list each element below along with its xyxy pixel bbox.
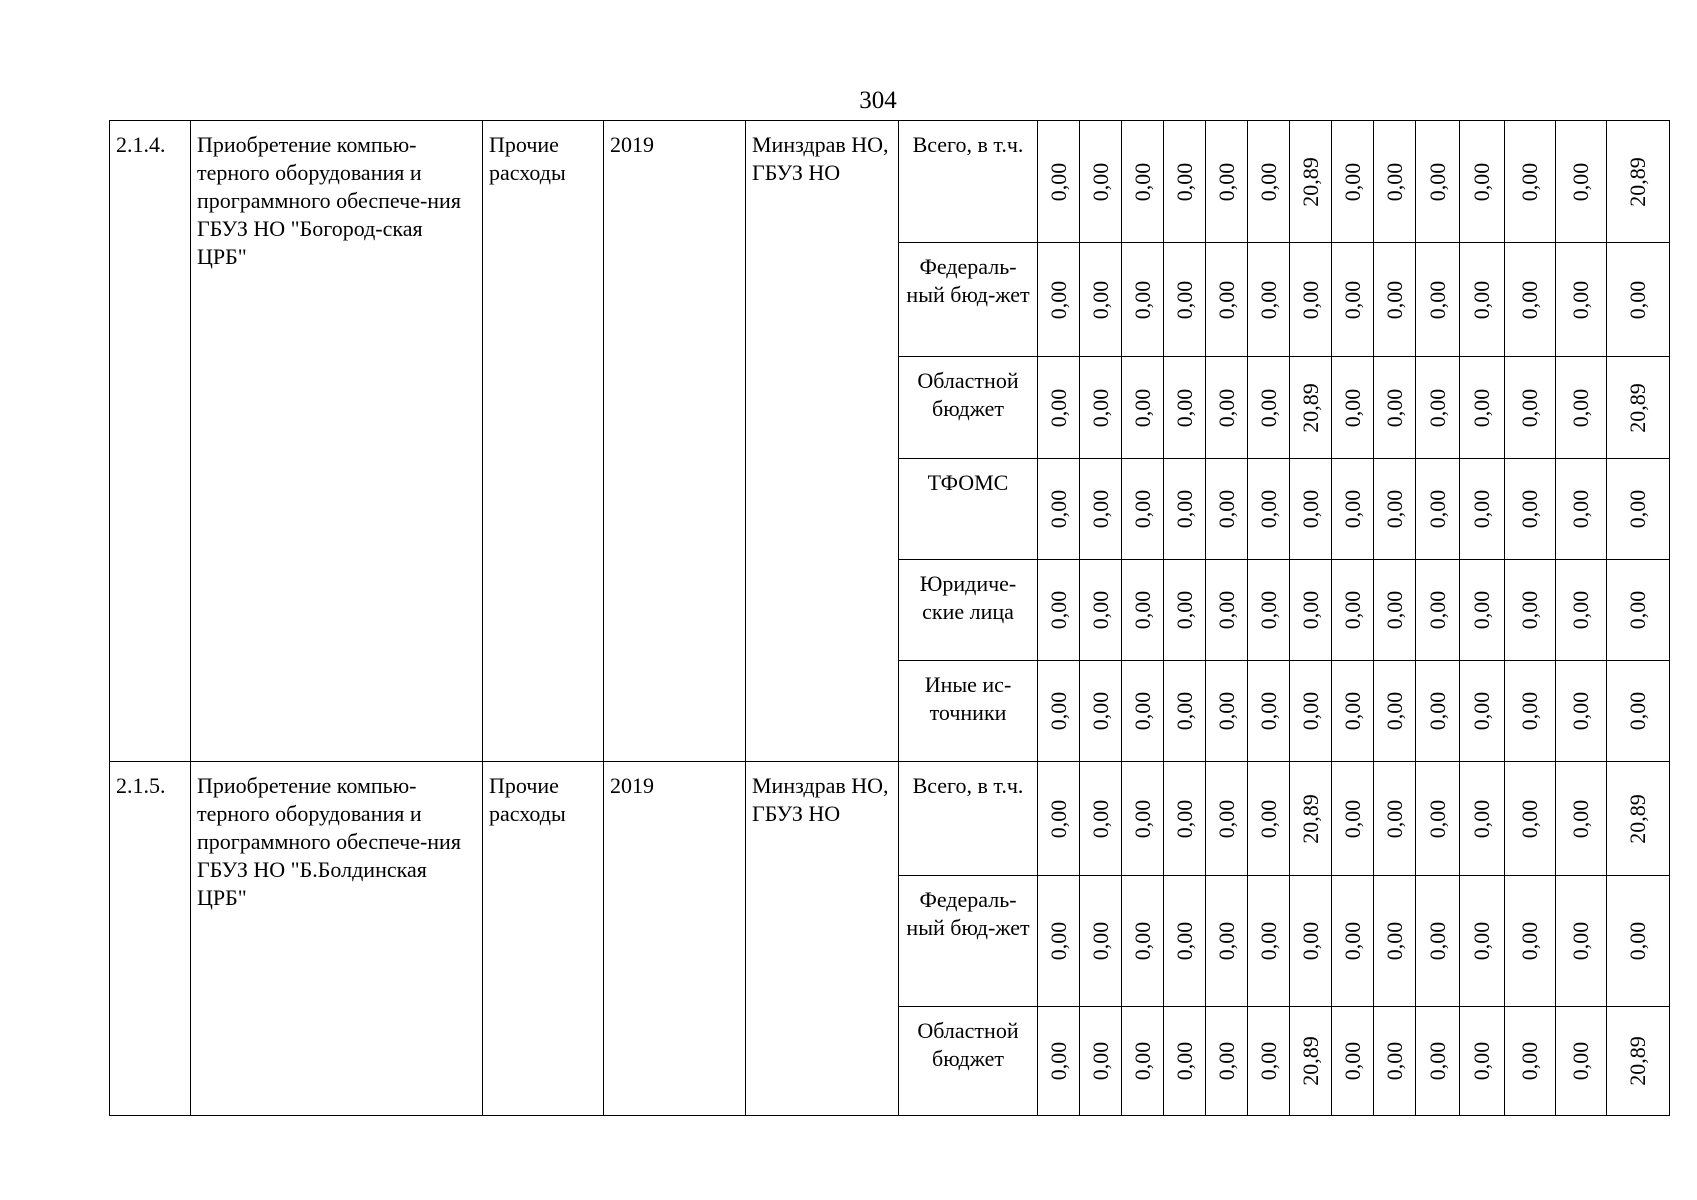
value-text: 0,00 xyxy=(1469,489,1494,529)
value-cell xyxy=(1290,560,1332,661)
value-text: 20,89 xyxy=(1297,382,1323,433)
value-cell xyxy=(1416,121,1460,243)
value-text: 0,00 xyxy=(1625,280,1650,319)
value-text: 0,00 xyxy=(1424,1041,1450,1081)
value-text: 20,89 xyxy=(1297,156,1323,207)
value-text: 0,00 xyxy=(1171,799,1197,838)
value-text: 0,00 xyxy=(1469,799,1494,838)
value-cell xyxy=(1122,459,1164,560)
value-cell xyxy=(1290,459,1332,560)
value-text: 0,00 xyxy=(1129,162,1155,201)
value-cell xyxy=(1122,121,1164,243)
value-text: 0,00 xyxy=(1339,162,1365,201)
value-cell xyxy=(1206,357,1248,459)
value-text: 0,00 xyxy=(1213,799,1239,838)
value-text: 0,00 xyxy=(1381,691,1407,731)
value-cell xyxy=(1164,1007,1206,1116)
expense-type: Прочие расходы xyxy=(483,121,604,762)
value-cell xyxy=(1607,357,1670,459)
value-text: 0,00 xyxy=(1129,489,1155,529)
value-cell xyxy=(1248,121,1290,243)
value-text: 0,00 xyxy=(1255,691,1281,731)
item-name: Приобретение компью-терного оборудования и программного обеспече-ния ГБУЗ НО "Богород-ская ЦРБ" xyxy=(191,121,483,762)
value-cell xyxy=(1206,121,1248,243)
value-text: 0,00 xyxy=(1087,388,1113,427)
value-cell xyxy=(1080,661,1122,762)
value-text: 20,89 xyxy=(1297,1036,1323,1086)
value-text: 0,00 xyxy=(1381,590,1407,630)
value-cell xyxy=(1206,876,1248,1007)
value-text: 0,00 xyxy=(1625,590,1650,630)
value-text: 0,00 xyxy=(1255,280,1281,319)
value-text: 0,00 xyxy=(1469,921,1494,961)
budget-table xyxy=(109,120,1670,1116)
value-cell xyxy=(1607,121,1670,243)
value-text: 0,00 xyxy=(1087,590,1113,630)
value-cell xyxy=(1122,762,1164,876)
value-text: 0,00 xyxy=(1255,388,1281,427)
value-cell xyxy=(1416,762,1460,876)
value-text: 0,00 xyxy=(1469,691,1494,731)
value-text: 0,00 xyxy=(1171,1041,1197,1081)
value-text: 0,00 xyxy=(1339,489,1365,529)
value-cell xyxy=(1080,357,1122,459)
value-text: 0,00 xyxy=(1568,799,1593,838)
value-text: 0,00 xyxy=(1045,799,1071,838)
value-cell xyxy=(1607,560,1670,661)
value-cell xyxy=(1505,121,1556,243)
value-text: 0,00 xyxy=(1171,280,1197,319)
value-cell xyxy=(1080,762,1122,876)
value-cell xyxy=(1164,876,1206,1007)
value-text: 0,00 xyxy=(1045,691,1071,731)
value-cell xyxy=(1290,661,1332,762)
value-cell xyxy=(1248,1007,1290,1116)
value-cell xyxy=(1607,876,1670,1007)
value-text: 0,00 xyxy=(1045,388,1071,427)
value-cell xyxy=(1332,121,1374,243)
value-cell xyxy=(1038,762,1080,876)
value-text: 0,00 xyxy=(1297,691,1323,731)
value-cell xyxy=(1290,357,1332,459)
value-cell xyxy=(1164,560,1206,661)
value-text: 0,00 xyxy=(1424,590,1450,630)
value-text: 0,00 xyxy=(1339,921,1365,961)
value-cell xyxy=(1460,560,1505,661)
value-cell xyxy=(1122,357,1164,459)
value-cell xyxy=(1332,661,1374,762)
value-text: 0,00 xyxy=(1568,590,1593,630)
value-text: 0,00 xyxy=(1255,799,1281,838)
value-cell xyxy=(1206,1007,1248,1116)
value-cell xyxy=(1038,876,1080,1007)
value-text: 0,00 xyxy=(1045,489,1071,529)
value-text: 0,00 xyxy=(1129,388,1155,427)
value-text: 0,00 xyxy=(1517,280,1542,319)
value-text: 0,00 xyxy=(1297,280,1323,319)
value-cell xyxy=(1556,459,1607,560)
value-cell xyxy=(1460,243,1505,357)
value-cell xyxy=(1164,243,1206,357)
item-executor: Минздрав НО, ГБУЗ НО xyxy=(746,121,899,762)
value-cell xyxy=(1416,459,1460,560)
value-cell xyxy=(1374,560,1416,661)
value-cell xyxy=(1556,357,1607,459)
value-cell xyxy=(1556,243,1607,357)
value-text: 0,00 xyxy=(1045,590,1071,630)
value-text: 0,00 xyxy=(1339,280,1365,319)
value-cell xyxy=(1332,876,1374,1007)
value-cell xyxy=(1416,357,1460,459)
value-cell xyxy=(1122,876,1164,1007)
value-cell xyxy=(1038,121,1080,243)
value-text: 0,00 xyxy=(1469,590,1494,630)
value-text: 0,00 xyxy=(1297,489,1323,529)
item-executor: Минздрав НО, ГБУЗ НО xyxy=(746,762,899,1116)
value-cell xyxy=(1505,243,1556,357)
value-text: 20,89 xyxy=(1625,382,1650,433)
value-text: 0,00 xyxy=(1424,799,1450,838)
value-text: 0,00 xyxy=(1424,388,1450,427)
value-cell xyxy=(1038,560,1080,661)
value-cell xyxy=(1556,762,1607,876)
value-cell xyxy=(1080,1007,1122,1116)
value-cell xyxy=(1416,661,1460,762)
value-text: 0,00 xyxy=(1087,691,1113,731)
value-text: 0,00 xyxy=(1171,388,1197,427)
value-cell xyxy=(1164,459,1206,560)
value-text: 0,00 xyxy=(1517,799,1542,838)
value-text: 0,00 xyxy=(1129,590,1155,630)
value-cell xyxy=(1164,121,1206,243)
value-cell xyxy=(1290,243,1332,357)
value-text: 0,00 xyxy=(1517,590,1542,630)
value-text: 0,00 xyxy=(1381,489,1407,529)
value-text: 0,00 xyxy=(1045,162,1071,201)
value-cell xyxy=(1122,1007,1164,1116)
value-cell xyxy=(1607,661,1670,762)
value-text: 0,00 xyxy=(1469,1041,1494,1081)
value-text: 0,00 xyxy=(1213,489,1239,529)
value-text: 0,00 xyxy=(1568,280,1593,319)
value-text: 0,00 xyxy=(1255,489,1281,529)
value-cell xyxy=(1460,357,1505,459)
value-cell xyxy=(1374,661,1416,762)
value-cell xyxy=(1290,1007,1332,1116)
value-cell xyxy=(1505,1007,1556,1116)
value-cell xyxy=(1164,762,1206,876)
value-text: 0,00 xyxy=(1517,691,1542,731)
value-text: 0,00 xyxy=(1517,921,1542,961)
value-text: 0,00 xyxy=(1129,691,1155,731)
funding-source-label: Областной бюджет xyxy=(899,357,1038,459)
value-cell xyxy=(1248,243,1290,357)
value-cell xyxy=(1080,876,1122,1007)
value-cell xyxy=(1556,121,1607,243)
value-text: 0,00 xyxy=(1213,1041,1239,1081)
value-text: 0,00 xyxy=(1568,921,1593,961)
value-cell xyxy=(1374,357,1416,459)
value-text: 0,00 xyxy=(1171,921,1197,961)
value-text: 0,00 xyxy=(1568,1041,1593,1081)
value-text: 0,00 xyxy=(1568,691,1593,731)
value-text: 0,00 xyxy=(1087,799,1113,838)
funding-source-label: Иные ис-точники xyxy=(899,661,1038,762)
value-cell xyxy=(1374,1007,1416,1116)
value-cell xyxy=(1122,243,1164,357)
value-cell xyxy=(1460,876,1505,1007)
value-cell xyxy=(1556,560,1607,661)
value-cell xyxy=(1248,762,1290,876)
value-text: 0,00 xyxy=(1339,590,1365,630)
item-year: 2019 xyxy=(604,762,746,1116)
value-cell xyxy=(1206,243,1248,357)
value-cell xyxy=(1122,661,1164,762)
value-cell xyxy=(1332,357,1374,459)
value-cell xyxy=(1248,560,1290,661)
value-cell xyxy=(1505,762,1556,876)
value-text: 0,00 xyxy=(1625,921,1650,961)
value-cell xyxy=(1080,121,1122,243)
value-text: 0,00 xyxy=(1129,921,1155,961)
value-text: 20,89 xyxy=(1625,156,1650,207)
value-text: 20,89 xyxy=(1625,793,1650,844)
value-text: 0,00 xyxy=(1087,1041,1113,1081)
value-cell xyxy=(1460,661,1505,762)
value-cell xyxy=(1332,459,1374,560)
value-cell xyxy=(1206,560,1248,661)
value-text: 0,00 xyxy=(1381,388,1407,427)
value-text: 0,00 xyxy=(1424,691,1450,731)
value-cell xyxy=(1460,1007,1505,1116)
value-text: 0,00 xyxy=(1469,162,1494,201)
value-text: 0,00 xyxy=(1381,799,1407,838)
value-cell xyxy=(1164,661,1206,762)
value-cell xyxy=(1607,459,1670,560)
value-cell xyxy=(1607,243,1670,357)
funding-source-label: Всего, в т.ч. xyxy=(899,121,1038,243)
value-text: 0,00 xyxy=(1469,280,1494,319)
item-code: 2.1.4. xyxy=(110,121,191,762)
value-text: 0,00 xyxy=(1517,1041,1542,1081)
value-text: 0,00 xyxy=(1517,489,1542,529)
value-text: 0,00 xyxy=(1045,280,1071,319)
value-text: 0,00 xyxy=(1129,799,1155,838)
value-cell xyxy=(1248,876,1290,1007)
value-cell xyxy=(1374,876,1416,1007)
value-cell xyxy=(1290,876,1332,1007)
value-cell xyxy=(1290,762,1332,876)
value-cell xyxy=(1460,459,1505,560)
value-cell xyxy=(1505,876,1556,1007)
value-text: 0,00 xyxy=(1213,691,1239,731)
value-text: 0,00 xyxy=(1568,388,1593,427)
funding-source-label: Федераль-ный бюд-жет xyxy=(899,876,1038,1007)
value-cell xyxy=(1374,121,1416,243)
value-text: 0,00 xyxy=(1255,921,1281,961)
value-text: 0,00 xyxy=(1381,162,1407,201)
value-text: 0,00 xyxy=(1339,691,1365,731)
value-cell xyxy=(1038,661,1080,762)
value-cell xyxy=(1416,1007,1460,1116)
value-text: 0,00 xyxy=(1297,921,1323,961)
value-text: 0,00 xyxy=(1517,388,1542,427)
value-cell xyxy=(1505,661,1556,762)
value-text: 0,00 xyxy=(1129,1041,1155,1081)
value-cell xyxy=(1164,357,1206,459)
value-text: 0,00 xyxy=(1171,691,1197,731)
value-cell xyxy=(1248,661,1290,762)
value-cell xyxy=(1374,762,1416,876)
item-code: 2.1.5. xyxy=(110,762,191,1116)
value-text: 0,00 xyxy=(1339,799,1365,838)
value-text: 0,00 xyxy=(1625,691,1650,731)
value-cell xyxy=(1416,876,1460,1007)
value-text: 0,00 xyxy=(1517,162,1542,201)
item-year: 2019 xyxy=(604,121,746,762)
value-text: 0,00 xyxy=(1171,489,1197,529)
value-text: 0,00 xyxy=(1171,590,1197,630)
value-cell xyxy=(1416,243,1460,357)
value-text: 0,00 xyxy=(1087,489,1113,529)
funding-source-label: Федераль-ный бюд-жет xyxy=(899,243,1038,357)
value-text: 0,00 xyxy=(1297,590,1323,630)
value-cell xyxy=(1505,459,1556,560)
value-text: 0,00 xyxy=(1255,162,1281,201)
value-text: 0,00 xyxy=(1255,590,1281,630)
value-text: 0,00 xyxy=(1171,162,1197,201)
value-text: 0,00 xyxy=(1424,921,1450,961)
funding-source-label: Всего, в т.ч. xyxy=(899,762,1038,876)
table-row xyxy=(110,121,1670,243)
value-text: 0,00 xyxy=(1568,489,1593,529)
value-text: 0,00 xyxy=(1213,388,1239,427)
value-cell xyxy=(1556,876,1607,1007)
value-text: 0,00 xyxy=(1129,280,1155,319)
value-cell xyxy=(1038,243,1080,357)
value-text: 0,00 xyxy=(1213,590,1239,630)
value-text: 0,00 xyxy=(1381,280,1407,319)
value-cell xyxy=(1607,1007,1670,1116)
value-text: 0,00 xyxy=(1381,1041,1407,1081)
value-cell xyxy=(1332,560,1374,661)
value-cell xyxy=(1038,459,1080,560)
value-text: 0,00 xyxy=(1087,921,1113,961)
value-text: 20,89 xyxy=(1625,1036,1650,1086)
value-cell xyxy=(1607,762,1670,876)
value-cell xyxy=(1505,357,1556,459)
value-cell xyxy=(1374,243,1416,357)
item-name: Приобретение компью-терного оборудования и программного обеспече-ния ГБУЗ НО "Б.Болдинская ЦРБ" xyxy=(191,762,483,1116)
funding-source-label: Юридиче-ские лица xyxy=(899,560,1038,661)
value-cell xyxy=(1505,560,1556,661)
value-text: 0,00 xyxy=(1339,388,1365,427)
value-cell xyxy=(1248,459,1290,560)
value-cell xyxy=(1460,121,1505,243)
page-number: 304 xyxy=(859,87,897,114)
value-text: 0,00 xyxy=(1568,162,1593,201)
value-cell xyxy=(1206,661,1248,762)
value-cell xyxy=(1038,1007,1080,1116)
value-text: 0,00 xyxy=(1213,280,1239,319)
value-text: 0,00 xyxy=(1424,280,1450,319)
value-cell xyxy=(1038,357,1080,459)
value-text: 0,00 xyxy=(1424,489,1450,529)
value-cell xyxy=(1460,762,1505,876)
value-text: 0,00 xyxy=(1213,921,1239,961)
value-cell xyxy=(1374,459,1416,560)
funding-source-label: ТФОМС xyxy=(899,459,1038,560)
value-text: 20,89 xyxy=(1297,793,1323,844)
value-cell xyxy=(1122,560,1164,661)
expense-type: Прочие расходы xyxy=(483,762,604,1116)
value-text: 0,00 xyxy=(1045,1041,1071,1081)
value-cell xyxy=(1556,1007,1607,1116)
value-text: 0,00 xyxy=(1339,1041,1365,1081)
value-text: 0,00 xyxy=(1087,280,1113,319)
value-cell xyxy=(1080,459,1122,560)
value-cell xyxy=(1080,560,1122,661)
funding-source-label: Областной бюджет xyxy=(899,1007,1038,1116)
value-cell xyxy=(1248,357,1290,459)
value-text: 0,00 xyxy=(1045,921,1071,961)
value-cell xyxy=(1332,762,1374,876)
value-text: 0,00 xyxy=(1625,489,1650,529)
value-text: 0,00 xyxy=(1087,162,1113,201)
value-cell xyxy=(1416,560,1460,661)
table-body xyxy=(110,121,1670,1116)
value-cell xyxy=(1332,1007,1374,1116)
value-text: 0,00 xyxy=(1424,162,1450,201)
value-text: 0,00 xyxy=(1213,162,1239,201)
table-row xyxy=(110,762,1670,876)
value-cell xyxy=(1206,459,1248,560)
value-text: 0,00 xyxy=(1255,1041,1281,1081)
value-text: 0,00 xyxy=(1469,388,1494,427)
value-cell xyxy=(1556,661,1607,762)
value-cell xyxy=(1080,243,1122,357)
value-cell xyxy=(1332,243,1374,357)
value-cell xyxy=(1290,121,1332,243)
value-text: 0,00 xyxy=(1381,921,1407,961)
value-cell xyxy=(1206,762,1248,876)
